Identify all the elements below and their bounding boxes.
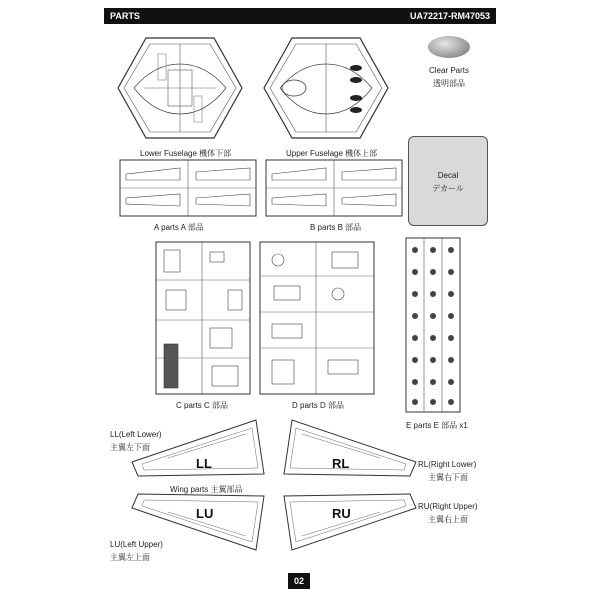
wing-rl-label-jp: 主翼右下面 (428, 473, 468, 482)
wing-rl-label: RL(Right Lower) (418, 460, 477, 469)
wing-lu-sprue (128, 488, 268, 552)
d-parts-sprue (258, 240, 376, 396)
clear-parts-label-jp: 透明部品 (433, 79, 465, 88)
wing-ru-sprue (280, 488, 420, 552)
wing-lu-label: LU(Left Upper) (110, 540, 163, 549)
lower-fuselage-label: Lower Fuselage 機体下部 (140, 149, 232, 158)
wing-rl-tag: RL (332, 456, 350, 471)
b-parts-label: B parts B 部品 (310, 223, 362, 232)
wing-ru-label-jp: 主翼右上面 (428, 515, 468, 524)
a-parts-label: A parts A 部品 (154, 223, 204, 232)
upper-fuselage-sprue (260, 34, 392, 142)
b-parts-sprue (264, 158, 404, 218)
wing-ru-tag: RU (332, 506, 351, 521)
e-parts-label: E parts E 部品 x1 (406, 421, 468, 430)
header-bar (104, 8, 496, 24)
e-parts-sprue (404, 236, 462, 414)
wing-ll-label: LL(Left Lower) (110, 430, 162, 439)
wing-ll-tag: LL (196, 456, 212, 471)
wing-ll-sprue (128, 418, 268, 482)
clear-parts-label: Clear Parts (428, 66, 469, 75)
product-code: UA72217-RM47053 (409, 11, 490, 21)
decal-sheet (408, 136, 488, 226)
decal-label-jp: デカール (432, 184, 464, 193)
wing-lu-tag: LU (196, 506, 214, 521)
clear-parts-canopy (428, 36, 470, 58)
section-title: PARTS (110, 11, 140, 21)
wing-parts-caption: Wing parts 主翼部品 (170, 485, 243, 494)
wing-rl-sprue (280, 418, 420, 482)
decal-label: Decal (437, 171, 459, 180)
d-parts-label: D parts D 部品 (292, 401, 345, 410)
c-parts-sprue (154, 240, 252, 396)
upper-fuselage-label: Upper Fuselage 機体上部 (286, 149, 378, 158)
lower-fuselage-sprue (114, 34, 246, 142)
instruction-page (104, 8, 496, 592)
wing-ru-label: RU(Right Upper) (418, 502, 478, 511)
page-number: 02 (288, 573, 310, 589)
a-parts-sprue (118, 158, 258, 218)
wing-lu-label-jp: 主翼左上面 (110, 553, 150, 562)
c-parts-label: C parts C 部品 (176, 401, 229, 410)
wing-ll-label-jp: 主翼左下面 (110, 443, 150, 452)
